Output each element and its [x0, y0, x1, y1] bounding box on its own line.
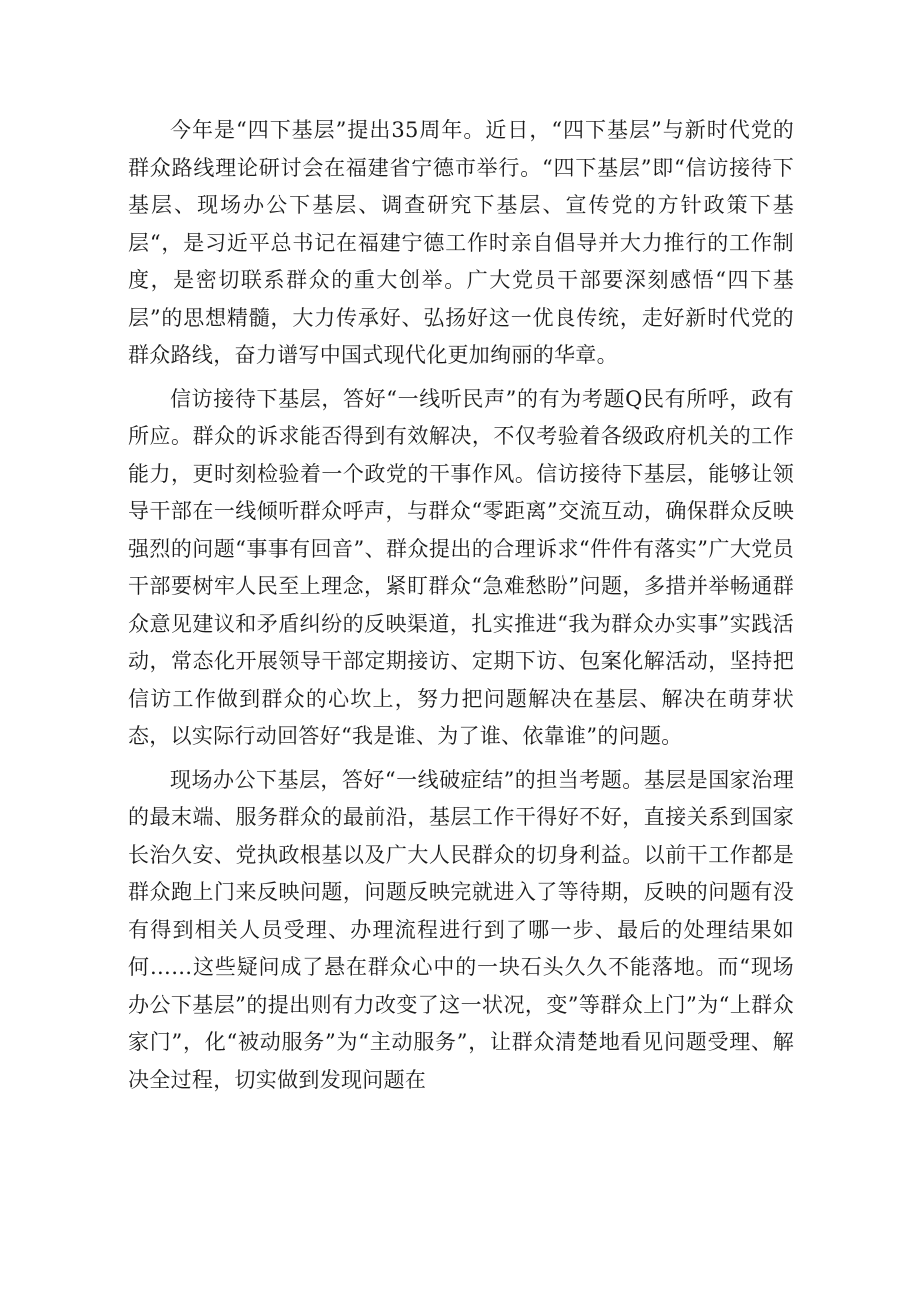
paragraph-intro: 今年是“四下基层”提出35周年。近日，“四下基层”与新时代党的群众路线理论研讨会在福建省宁德市举行。“四下基层”即“信访接待下基层、现场办公下基层、调查研究下基层、宣传党的方针政策下基层“，是习近平总书记在福建宁德工作时亲自倡导并大力推行的工作制度，是密切联系群众的重大创举。广大党员干部要深刻感悟“四下基层”的思想精髓，大力传承好、弘扬好这一优良传统，走好新时代党的群众路线，奋力谱写中国式现代化更加绚丽的华章。 [128, 118, 794, 367]
paragraph-petition-reception: 信访接待下基层，答好“一线听民声”的有为考题Q民有所呼，政有所应。群众的诉求能否得到有效解决，不仅考验着各级政府机关的工作能力，更时刻检验着一个政党的干事作风。信访接待下基层，能够让领导干部在一线倾听群众呼声，与群众“零距离”交流互动，确保群众反映强烈的问题“事事有回音”、群众提出的合理诉求“件件有落实”广大党员干部要树牢人民至上理念，紧盯群众“急难愁盼”问题，多措并举畅通群众意见建议和矛盾纠纷的反映渠道，扎实推进“我为群众办实事”实践活动，常态化开展领导干部定期接访、定期下访、包案化解活动，坚持把信访工作做到群众的心坎上，努力把问题解决在基层、解决在萌芽状态，以实际行动回答好“我是谁、为了谁、依靠谁”的问题。 [128, 386, 794, 748]
paragraph-onsite-office: 现场办公下基层，答好“一线破症结”的担当考题。基层是国家治理的最末端、服务群众的最前沿，基层工作干得好不好，直接关系到国家长治久安、党执政根基以及广大人民群众的切身利益。以前干工作都是群众跑上门来反映问题，问题反映完就进入了等待期，反映的问题有没有得到相关人员受理、办理流程进行到了哪一步、最后的处理结果如何……这些疑问成了悬在群众心中的一块石头久久不能落地。而“现场办公下基层”的提出则有力改变了这一状况，变”等群众上门”为“上群众家门”，化“被动服务”为“主动服务”，让群众清楚地看见问题受理、解决全过程，切实做到发现问题在 [128, 767, 794, 1092]
document-body [128, 112, 794, 1105]
